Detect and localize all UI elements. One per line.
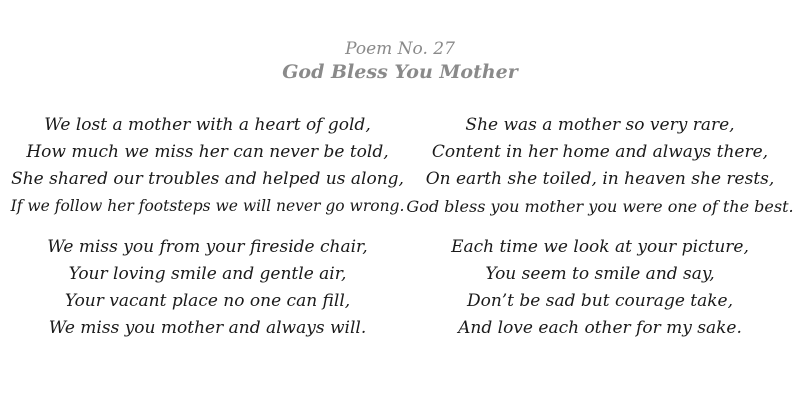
- left-stanza-1: [10, 112, 405, 220]
- poem-line: Your loving smile and gentle air,: [68, 264, 347, 284]
- poem-number: Poem No. 27: [345, 39, 455, 59]
- poem-line: If we follow her footsteps we will never go wrong.: [10, 197, 405, 215]
- poem-line: God bless you mother you were one of the best.: [406, 197, 794, 216]
- poem-title: God Bless You Mother: [282, 61, 518, 83]
- poem-line: We miss you from your fireside chair,: [47, 237, 368, 257]
- poem-line: You seem to smile and say,: [485, 264, 715, 284]
- poem-line: We miss you mother and always will.: [48, 318, 367, 338]
- poem-line: Your vacant place no one can fill,: [64, 291, 351, 311]
- left-stanza-2: [10, 234, 405, 342]
- poem-line: Each time we look at your picture,: [451, 237, 749, 257]
- poem-line: Don’t be sad but courage take,: [466, 291, 734, 311]
- poem-line: On earth she toiled, in heaven she rests,: [425, 169, 775, 189]
- right-stanza-1: [406, 112, 794, 220]
- poem-header: [0, 38, 800, 84]
- poem-line: And love each other for my sake.: [458, 318, 742, 338]
- poem-line: She was a mother so very rare,: [465, 115, 735, 135]
- poem-line: We lost a mother with a heart of gold,: [44, 115, 371, 135]
- right-stanza-2: [406, 234, 794, 342]
- poem-line: How much we miss her can never be told,: [26, 142, 389, 162]
- poem-line: She shared our troubles and helped us along,: [11, 169, 404, 189]
- poem-line: Content in her home and always there,: [431, 142, 769, 162]
